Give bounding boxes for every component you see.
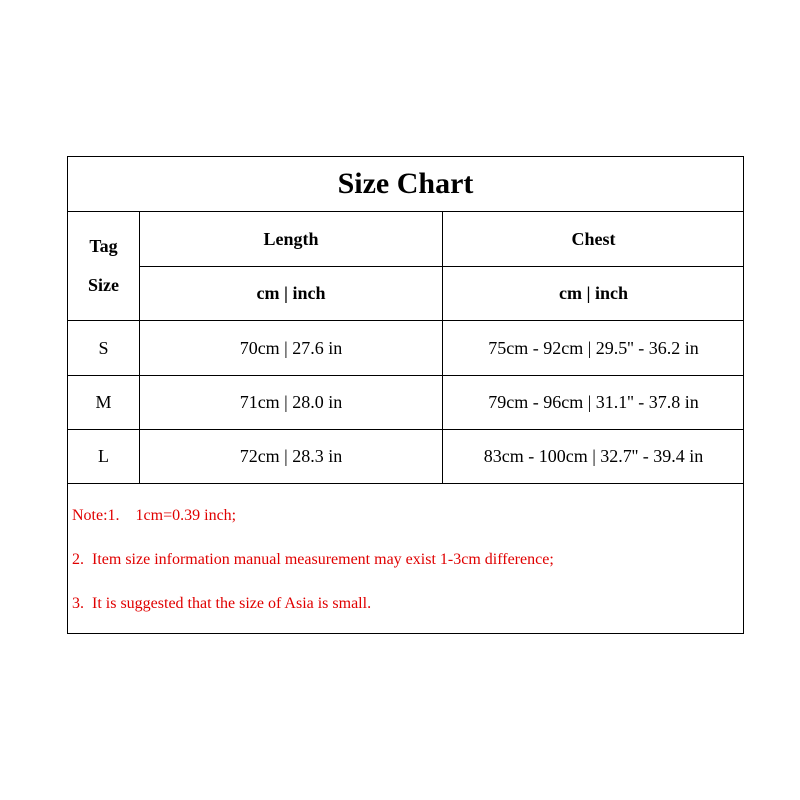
note-2: 2. Item size information manual measurement may exist 1-3cm difference; <box>72 551 554 568</box>
chest-header: Chest <box>571 228 616 249</box>
tag-size-header <box>68 212 139 320</box>
tag-header-line2: Size <box>88 275 119 295</box>
notes-divider <box>68 483 744 484</box>
size-cell: M <box>95 392 112 412</box>
chest-unit-header: cm | inch <box>559 283 628 303</box>
note-1: Note:1. 1cm=0.39 inch; <box>72 507 237 524</box>
note-3: 3. It is suggested that the size of Asia is small. <box>72 595 372 612</box>
length-cell: 71cm | 28.0 in <box>239 392 343 412</box>
size-cell: L <box>98 446 109 466</box>
length-cell: 70cm | 27.6 in <box>239 337 343 358</box>
chest-cell: 83cm - 100cm | 32.7'' - 39.4 in <box>483 446 704 466</box>
length-header: Length <box>263 228 319 249</box>
length-unit-header: cm | inch <box>256 283 326 303</box>
length-cell: 72cm | 28.3 in <box>239 446 343 466</box>
chest-cell: 79cm - 96cm | 31.1'' - 37.8 in <box>488 392 699 412</box>
chart-title: Size Chart <box>68 157 743 212</box>
size-cell: S <box>98 337 109 358</box>
size-chart-table <box>67 156 744 634</box>
chest-cell: 75cm - 92cm | 29.5'' - 36.2 in <box>488 337 699 358</box>
tag-header-line1: Tag <box>89 236 118 256</box>
